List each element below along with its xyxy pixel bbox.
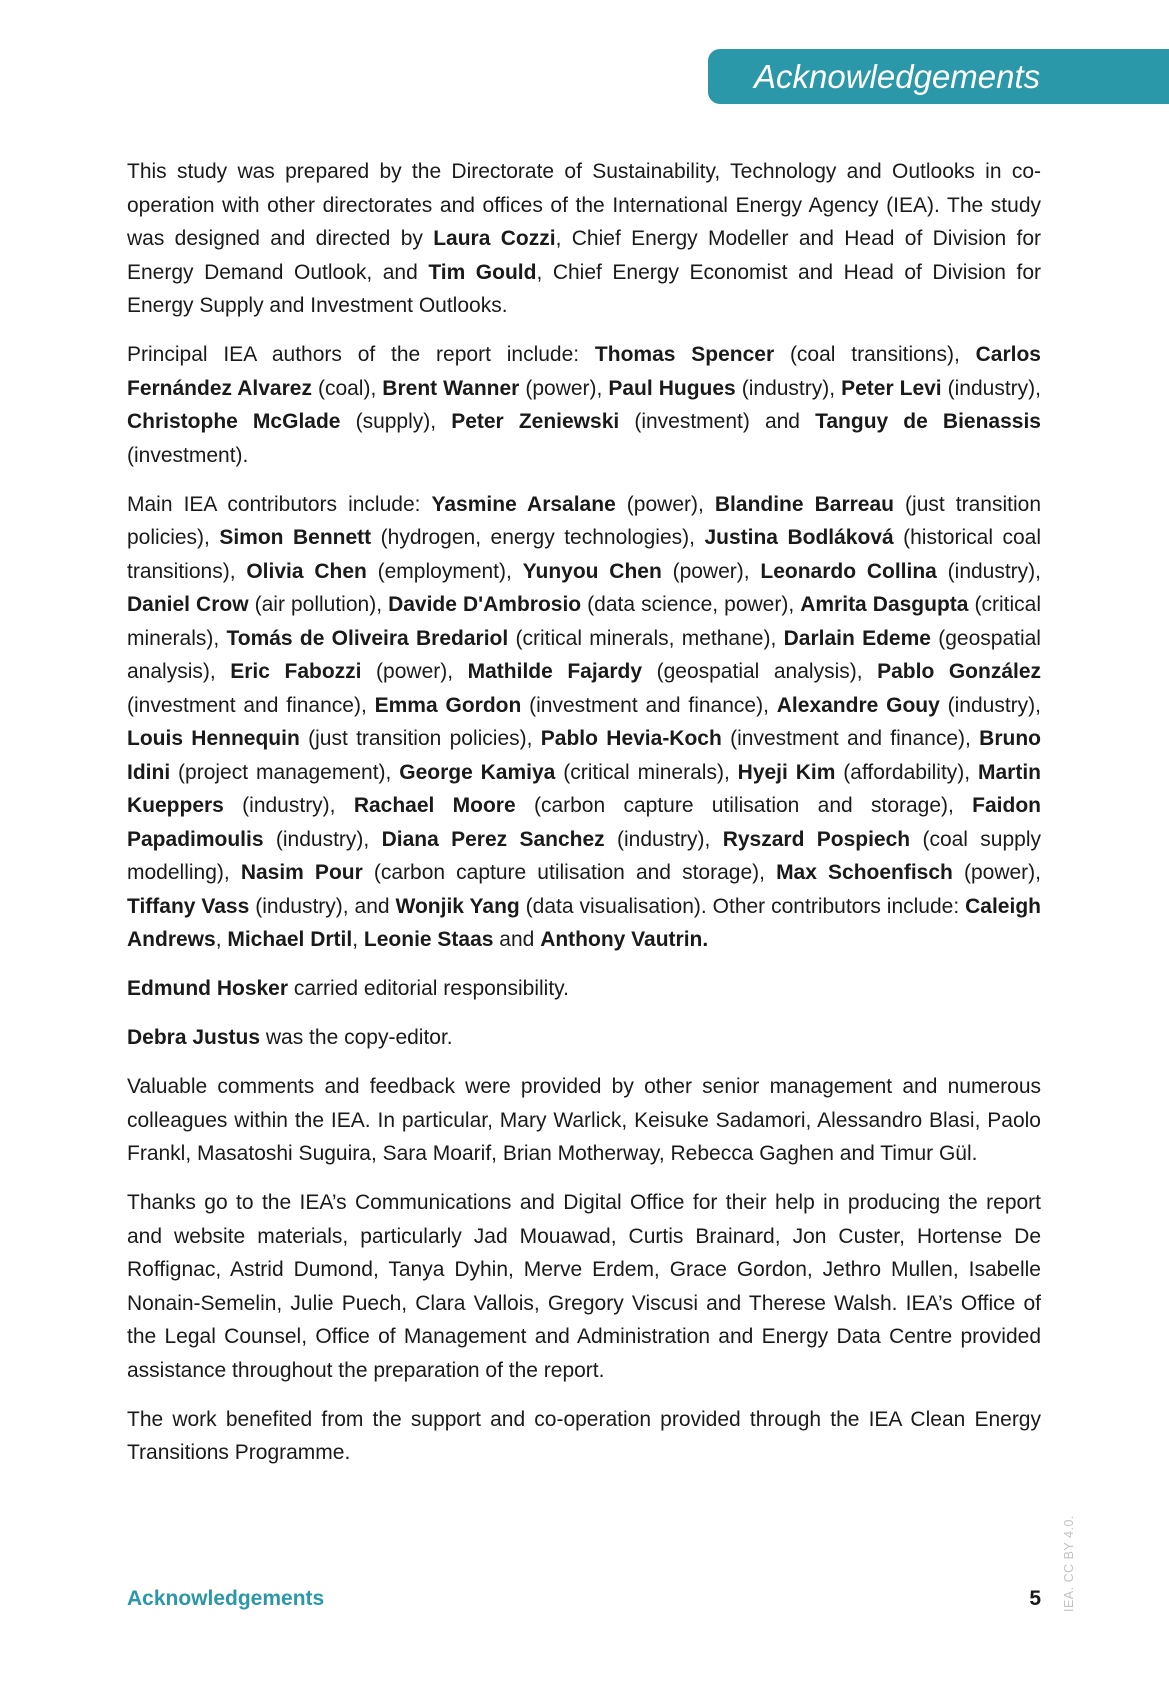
paragraph-main-contributors: Main IEA contributors include: Yasmine Arsalane (power), Blandine Barreau (just transition policies), Simon Bennett (hydrogen, energy technologies), Justina Bodláková (historical coal transitions), Olivia Chen (employment), Yunyou Chen (power), Leonardo Collina (industry), Daniel Crow (air pollution), Davide D'Ambrosio (data science, power), Amrita Dasgupta (critical minerals), Tomás de Oliveira Bredariol (critical minerals, methane), Darlain Edeme (geospatial analysis), Eric Fabozzi (power), Mathilde Fajardy (geospatial analysis), Pablo González (investment and finance), Emma Gordon (investment and finance), Alexandre Gouy (industry), Louis Hennequin (just transition policies), Pablo Hevia-Koch (investment and finance), Bruno Idini (project management), George Kamiya (critical minerals), Hyeji Kim (affordability), Martin Kueppers (industry), Rachael Moore (carbon capture utilisation and storage), Faidon Papadimoulis (industry), Diana Perez Sanchez (industry), Ryszard Pospiech (coal supply modelling), Nasim Pour (carbon capture utilisation and storage), Max Schoenfisch (power), Tiffany Vass (industry), and Wonjik Yang (data visualisation). Other contributors include: Caleigh Andrews, Michael Drtil, Leonie Staas and Anthony Vautrin. (127, 492, 1042, 951)
footer-section-title: Acknowledgements (127, 1587, 325, 1610)
license-notice (1062, 1512, 1076, 1612)
license-text: IEA. CC BY 4.0. (1062, 1515, 1076, 1612)
paragraph-comments-feedback: Valuable comments and feedback were provided by other senior management and numerous colleagues within the IEA. In particular, Mary Warlick, Keisuke Sadamori, Alessandro Blasi, Paolo Frankl, Masatoshi Suguira, Sara Moarif, Brian Motherway, Rebecca Gaghen and Timur Gül. (127, 1075, 1041, 1165)
section-header-tab (708, 49, 1169, 104)
acknowledgements-body (127, 155, 1041, 1485)
page-number: 5 (1029, 1587, 1041, 1610)
paragraph-study-overview: This study was prepared by the Directorate of Sustainability, Technology and Outlooks in co-operation with other directorates and offices of the International Energy Agency (IEA). The study was designed and directed by Laura Cozzi, Chief Energy Modeller and Head of Division for Energy Demand Outlook, and Tim Gould, Chief Energy Economist and Head of Division for Energy Supply and Investment Outlooks. (127, 160, 1042, 317)
paragraph-communications-thanks: Thanks go to the IEA’s Communications and Digital Office for their help in producing the report and website materials, particularly Jad Mouawad, Curtis Brainard, Jon Custer, Hortense De Roffignac, Astrid Dumond, Tanya Dyhin, Merve Erdem, Grace Gordon, Jethro Mullen, Isabelle Nonain-Semelin, Julie Puech, Clara Vallois, Gregory Viscusi and Therese Walsh. IEA’s Office of the Legal Counsel, Office of Management and Administration and Energy Data Centre provided assistance throughout the preparation of the report. (127, 1191, 1041, 1382)
paragraph-copy-editor: Debra Justus was the copy-editor. (127, 1026, 453, 1049)
section-header-title: Acknowledgements (754, 58, 1041, 95)
paragraph-principal-authors: Principal IEA authors of the report include: Thomas Spencer (coal transitions), Carlos Fernández Alvarez (coal), Brent Wanner (power), Paul Hugues (industry), Peter Levi (industry), Christophe McGlade (supply), Peter Zeniewski (investment) and Tanguy de Bienassis (investment). (127, 343, 1042, 467)
paragraph-programme-support: The work benefited from the support and co-operation provided through the IEA Clean Energy Transitions Programme. (127, 1407, 1041, 1464)
paragraph-editorial: Edmund Hosker carried editorial responsibility. (127, 977, 569, 1000)
